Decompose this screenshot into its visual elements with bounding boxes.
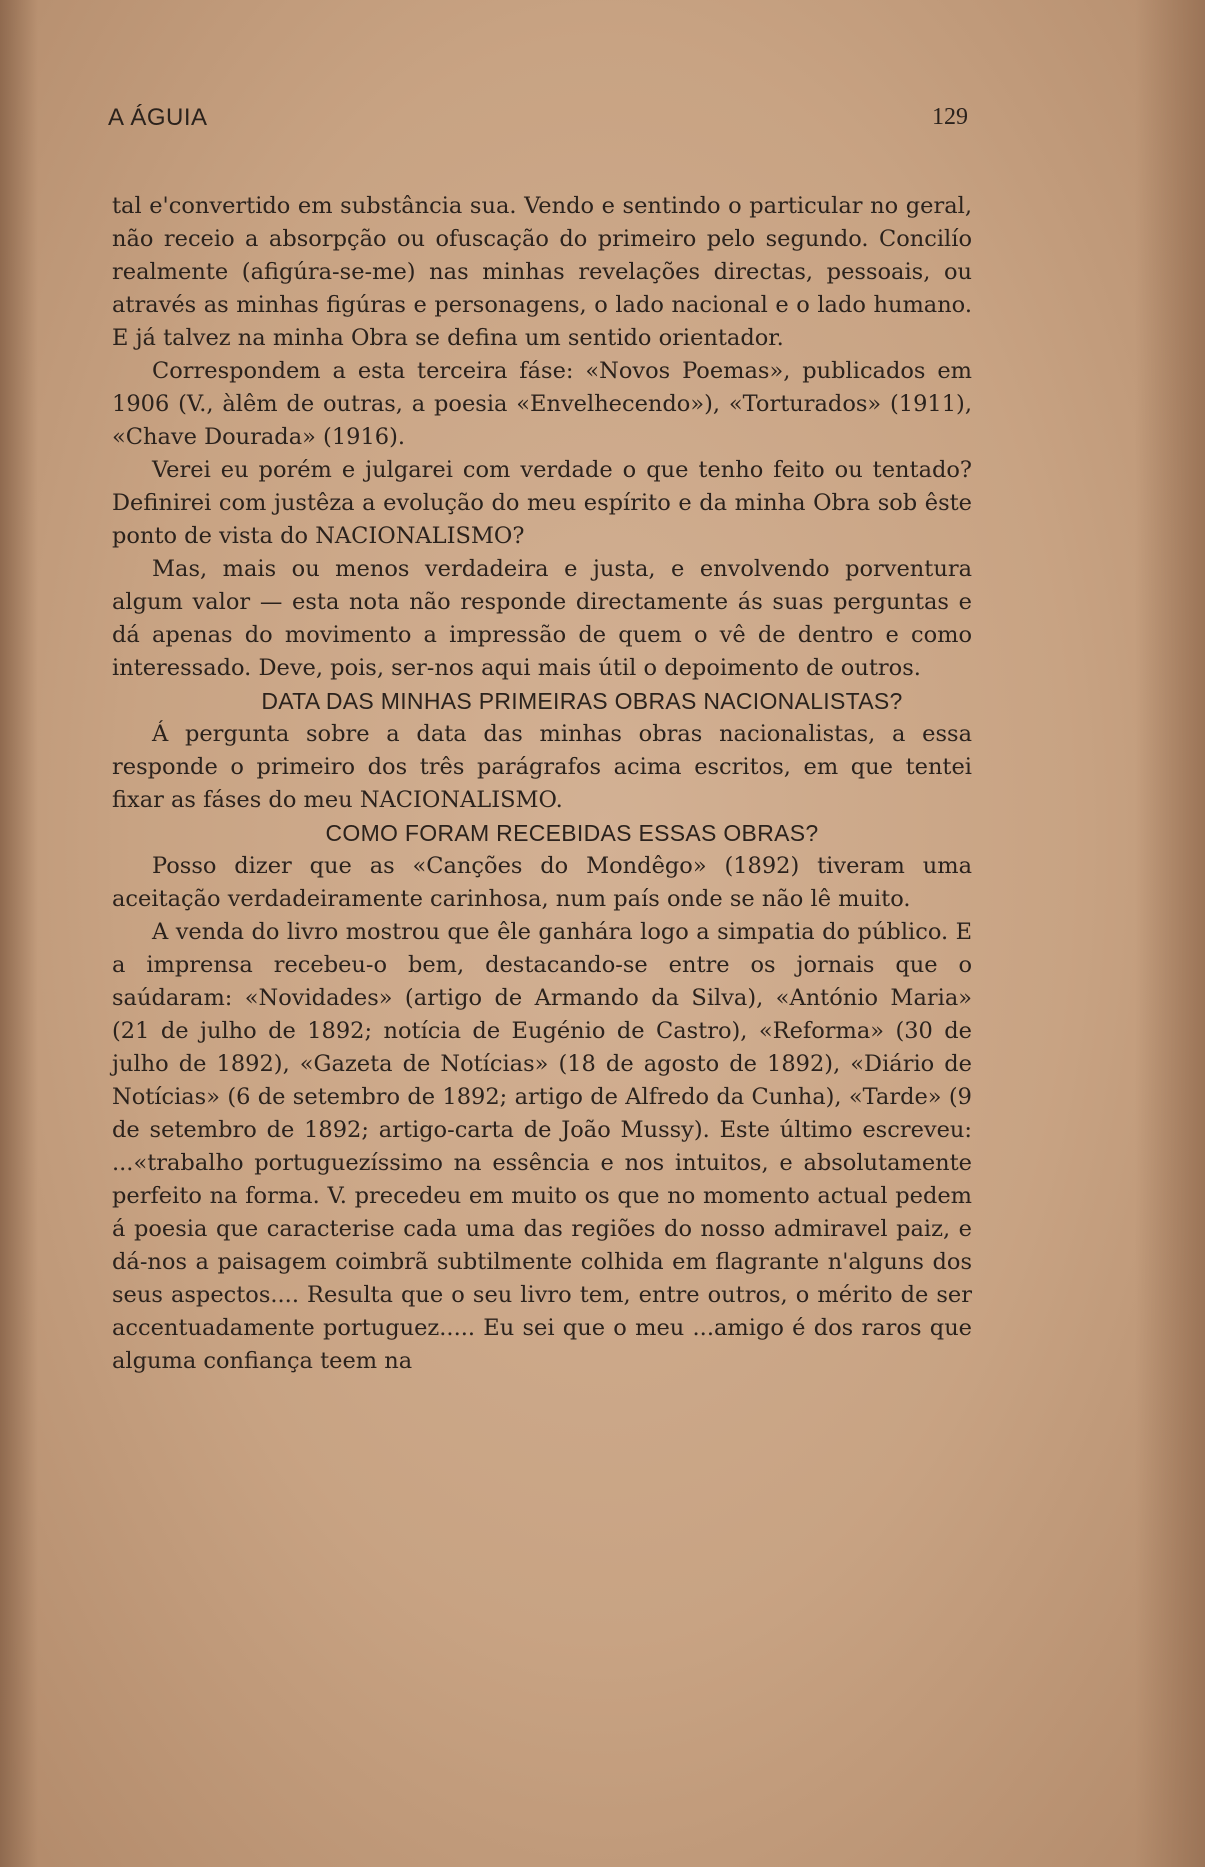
page-edge-shadow-right [1135, 0, 1205, 1867]
journal-title: A ÁGUIA [108, 104, 208, 131]
paragraph-4: Mas, mais ou menos verdadeira e justa, e envolvendo porventura algum valor — esta nota não responde directamente ás suas perguntas e dá apenas do movimento a impressão de quem o vê de dentro e como interessado. Deve, pois, ser-nos aqui mais útil o depoimento de outros. [112, 556, 972, 681]
section-heading-reception: COMO FORAM RECEBIDAS ESSAS OBRAS? [325, 820, 819, 846]
section-heading-first-works: DATA DAS MINHAS PRIMEIRAS OBRAS NACIONALISTAS? [261, 688, 903, 714]
page-edge-shadow-left [0, 0, 38, 1867]
paragraph-2: Correspondem a esta terceira fáse: «Novos Poemas», publicados em 1906 (V., àlêm de outras, a poesia «Envelhecendo»), «Torturados» (1911), «Chave Dourada» (1916). [112, 358, 972, 450]
running-header [108, 104, 968, 138]
paragraph-3: Verei eu porém e julgarei com verdade o que tenho feito ou tentado? Definirei com justêza a evolução do meu espírito e da minha Obra sob êste ponto de vista do NACIONALISMO? [112, 457, 972, 549]
paragraph-6: Posso dizer que as «Canções do Mondêgo» (1892) tiveram uma aceitação verdadeiramente carinhosa, num país onde se não lê muito. [112, 853, 972, 912]
page-body [112, 190, 972, 1378]
paragraph-7: A venda do livro mostrou que êle ganhára logo a simpatia do público. E a imprensa recebeu-o bem, destacando-se entre os jornais que o saúdaram: «Novidades» (artigo de Armando da Silva), «António Maria» (21 de julho de 1892; notícia de Eugénio de Castro), «Reforma» (30 de julho de 1892), «Gazeta de Notícias» (18 de agosto de 1892), «Diário de Notícias» (6 de setembro de 1892; artigo de Alfredo da Cunha), «Tarde» (9 de setembro de 1892; artigo-carta de João Mussy). Este último escreveu: ...«trabalho portuguezíssimo na essência e nos intuitos, e absolutamente perfeito na forma. V. precedeu em muito os que no momento actual pedem á poesia que caracterise cada uma das regiões do nosso admiravel paiz, e dá-nos a paisagem coimbrã subtilmente colhida em flagrante n'alguns dos seus aspectos.... Resulta que o seu livro tem, entre outros, o mérito de ser accentuadamente portuguez..... Eu sei que o meu ...amigo é dos raros que alguma confiança teem na [112, 919, 972, 1374]
page-number: 129 [932, 104, 968, 130]
paragraph-1: tal e'convertido em substância sua. Vendo e sentindo o particular no geral, não receio a absorpção ou ofuscação do primeiro pelo segundo. Concilío realmente (afigúra-se-me) nas minhas revelações directas, pessoais, ou através as minhas figúras e personagens, o lado nacional e o lado humano. E já talvez na minha Obra se defina um sentido orientador. [112, 193, 972, 351]
paragraph-5: Á pergunta sobre a data das minhas obras nacionalistas, a essa responde o primeiro dos três parágrafos acima escritos, em que tentei fixar as fáses do meu NACIONALISMO. [112, 721, 972, 813]
